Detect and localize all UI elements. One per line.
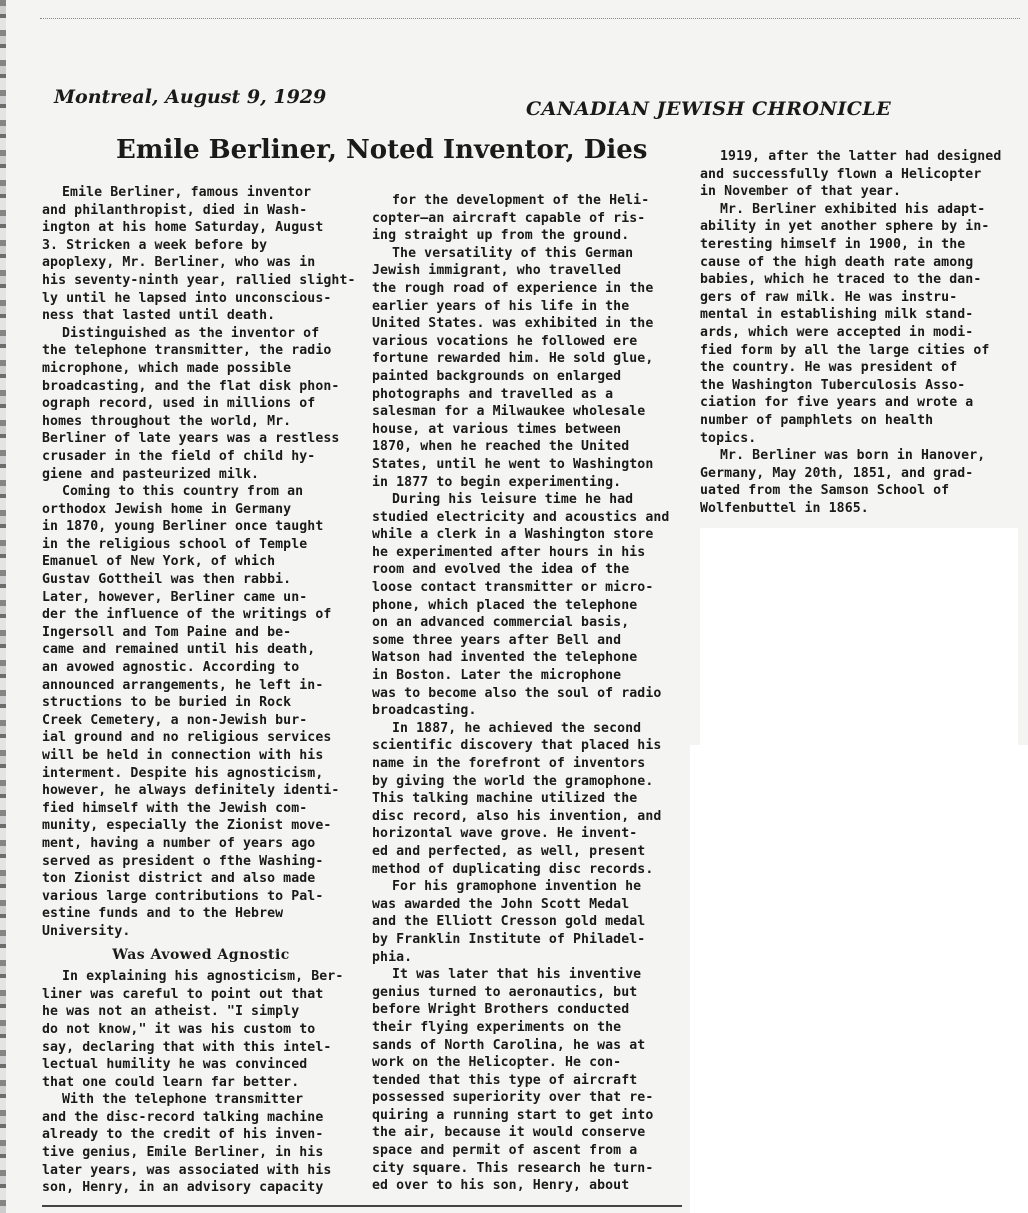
column-1-body [42, 184, 360, 941]
text-line: Mr. Berliner exhibited his adapt- [720, 201, 986, 217]
text-line: structions to be buried in Rock [42, 695, 292, 711]
text-line: house, at various times between [372, 421, 622, 437]
text-line: in the religious school of Temple [42, 536, 308, 552]
text-line: ards, which were accepted in modi- [700, 324, 974, 340]
text-line: Mr. Berliner was born in Hanover, [720, 448, 986, 464]
text-line: while a clerk in a Washington store [372, 527, 654, 543]
text-line: This talking machine utilized the [372, 791, 638, 807]
text-line: munity, especially the Zionist move- [42, 818, 332, 834]
text-line: United States. was exhibited in the [372, 316, 654, 332]
text-line: photographs and travelled as a [372, 386, 614, 402]
text-line: ness that lasted until death. [42, 308, 276, 324]
text-line: interment. Despite his agnosticism, [42, 765, 324, 781]
text-line: fied form by all the large cities of [700, 342, 990, 358]
text-line: that one could learn far better. [42, 1074, 300, 1090]
text-line: 3. Stricken a week before by [42, 237, 268, 253]
text-line: During his leisure time he had [392, 492, 634, 508]
text-line: ograph record, used in millions of [42, 396, 316, 412]
text-line: broadcasting. [372, 703, 477, 719]
paragraph [700, 201, 1018, 447]
text-line: gers of raw milk. He was instru- [700, 289, 958, 305]
text-line: topics. [700, 430, 757, 446]
paragraph [372, 966, 690, 1195]
text-line: work on the Helicopter. He con- [372, 1055, 622, 1071]
text-line: already to the credit of his inven- [42, 1127, 324, 1143]
text-line: mental in establishing milk stand- [700, 307, 974, 323]
text-line: later years, was associated with his [42, 1162, 332, 1178]
text-line: sands of North Carolina, he was at [372, 1037, 646, 1053]
text-line: loose contact transmitter or micro- [372, 580, 654, 596]
text-line: uated from the Samson School of [700, 483, 950, 499]
text-line: on an advanced commercial basis, [372, 615, 630, 631]
text-line: salesman for a Milwaukee wholesale [372, 404, 646, 420]
text-line: In 1887, he achieved the second [392, 720, 642, 736]
text-line: in Boston. Later the microphone [372, 668, 622, 684]
text-line: in 1870, young Berliner once taught [42, 519, 324, 535]
text-line: crusader in the field of child hy- [42, 448, 316, 464]
text-line: disc record, also his invention, and [372, 808, 662, 824]
text-line: microphone, which made possible [42, 360, 292, 376]
text-line: studied electricity and acoustics and [372, 509, 670, 525]
subhead: Was Avowed Agnostic [112, 946, 290, 963]
text-line: Berliner of late years was a restless [42, 431, 340, 447]
text-line: tive genius, Emile Berliner, in his [42, 1145, 324, 1161]
text-line: he experimented after hours in his [372, 544, 646, 560]
paragraph [372, 491, 690, 720]
text-line: quiring a running start to get into [372, 1107, 654, 1123]
paragraph [700, 447, 1018, 517]
text-line: his seventy-ninth year, rallied slight- [42, 272, 356, 288]
blank-area [700, 528, 1018, 745]
text-line: was awarded the John Scott Medal [372, 896, 630, 912]
text-line: and the Elliott Cresson gold medal [372, 914, 646, 930]
masthead: CANADIAN JEWISH CHRONICLE [526, 98, 892, 120]
text-line: liner was careful to point out that [42, 986, 324, 1002]
text-line: ment, having a number of years ago [42, 835, 316, 851]
text-line: broadcasting, and the flat disk phon- [42, 378, 340, 394]
column-3-body [700, 148, 1018, 517]
article-column-2 [372, 192, 690, 1195]
text-line: however, he always definitely identi- [42, 783, 340, 799]
text-line: Creek Cemetery, a non-Jewish bur- [42, 712, 308, 728]
text-line: in 1877 to begin experimenting. [372, 474, 622, 490]
text-line: various vocations he followed ere [372, 333, 638, 349]
text-line: States, until he went to Washington [372, 456, 654, 472]
blank-area-lower [690, 745, 1028, 1213]
text-line: genius turned to aeronautics, but [372, 984, 638, 1000]
text-line: With the telephone transmitter [62, 1092, 304, 1108]
text-line: University. [42, 923, 131, 939]
text-line: apoplexy, Mr. Berliner, who was in [42, 255, 316, 271]
text-line: he was not an atheist. "I simply [42, 1004, 300, 1020]
text-line: name in the forefront of inventors [372, 756, 646, 771]
text-line: ly until he lapsed into unconscious- [42, 290, 332, 306]
text-line: served as president o fthe Washing- [42, 853, 324, 869]
text-line: Wolfenbuttel in 1865. [700, 500, 869, 516]
column-1-body-after [42, 968, 360, 1197]
text-line: ability in yet another sphere by in- [700, 219, 990, 235]
text-line: ed over to his son, Henry, about [372, 1178, 630, 1194]
text-line: In explaining his agnosticism, Ber- [62, 969, 344, 985]
paragraph [372, 878, 690, 966]
top-dotted-rule [40, 18, 1020, 19]
text-line: before Wright Brothers conducted [372, 1002, 630, 1018]
paragraph [42, 483, 360, 940]
article-column-3 [700, 148, 1018, 517]
text-line: cause of the high death rate among [700, 254, 974, 270]
text-line: announced arrangements, he left in- [42, 677, 324, 693]
text-line: 1870, when he reached the United [372, 439, 630, 455]
article-headline: Emile Berliner, Noted Inventor, Dies [116, 135, 648, 165]
scan-edge-artifact [0, 0, 6, 1213]
text-line: method of duplicating disc records. [372, 861, 654, 877]
bottom-rule [42, 1205, 682, 1207]
paragraph [42, 1091, 360, 1197]
text-line: will be held in connection with his [42, 748, 324, 763]
text-line: city square. This research he turn- [372, 1160, 654, 1176]
text-line: estine funds and to the Hebrew [42, 906, 284, 922]
text-line: the rough road of experience in the [372, 280, 654, 296]
text-line: number of pamphlets on health [700, 412, 934, 428]
text-line: ial ground and no religious services [42, 730, 332, 746]
text-line: the air, because it would conserve [372, 1125, 646, 1141]
text-line: the Washington Tuberculosis Asso- [700, 377, 966, 393]
text-line: ciation for five years and wrote a [700, 395, 974, 411]
text-line: some three years after Bell and [372, 632, 622, 648]
text-line: lectual humility he was convinced [42, 1057, 308, 1073]
text-line: ing straight up from the ground. [372, 228, 630, 244]
paragraph [42, 184, 360, 325]
text-line: homes throughout the world, Mr. [42, 413, 292, 429]
text-line: phone, which placed the telephone [372, 597, 638, 613]
text-line: ed and perfected, as well, present [372, 843, 646, 859]
paragraph [372, 245, 690, 491]
text-line: came and remained until his death, [42, 642, 316, 658]
text-line: Ingersoll and Tom Paine and be- [42, 624, 292, 640]
text-line: Germany, May 20th, 1851, and grad- [700, 465, 974, 481]
text-line: and successfully flown a Helicopter [700, 166, 982, 182]
text-line: For his gramophone invention he [392, 879, 642, 895]
paragraph [42, 968, 360, 1091]
column-2-body [372, 192, 690, 1195]
text-line: It was later that his inventive [392, 967, 642, 983]
text-line: was to become also the soul of radio [372, 685, 662, 701]
text-line: Coming to this country from an [62, 484, 304, 500]
text-line: fortune rewarded him. He sold glue, [372, 351, 654, 367]
text-line: giene and pasteurized milk. [42, 466, 260, 482]
text-line: say, declaring that with this intel- [42, 1039, 332, 1055]
article-column-1 [42, 184, 360, 1197]
dateline: Montreal, August 9, 1929 [54, 86, 327, 108]
text-line: horizontal wave grove. He invent- [372, 826, 638, 842]
text-line: orthodox Jewish home in Germany [42, 501, 292, 517]
text-line: Emanuel of New York, of which [42, 554, 276, 570]
text-line: and philanthropist, died in Wash- [42, 202, 308, 218]
text-line: tended that this type of aircraft [372, 1072, 638, 1088]
text-line: in November of that year. [700, 184, 901, 200]
paragraph [372, 192, 690, 245]
text-line: ington at his home Saturday, August [42, 220, 324, 236]
text-line: the telephone transmitter, the radio [42, 343, 332, 359]
text-line: room and evolved the idea of the [372, 562, 630, 578]
text-line: ton Zionist district and also made [42, 871, 316, 887]
text-line: Jewish immigrant, who travelled [372, 263, 622, 279]
text-line: earlier years of his life in the [372, 298, 630, 314]
text-line: do not know," it was his custom to [42, 1021, 316, 1037]
text-line: Emile Berliner, famous inventor [62, 185, 312, 200]
text-line: for the development of the Heli- [392, 193, 650, 208]
text-line: phia. [372, 949, 413, 965]
paragraph [372, 720, 690, 878]
text-line: Gustav Gottheil was then rabbi. [42, 572, 292, 588]
text-line: der the influence of the writings of [42, 607, 332, 623]
text-line: teresting himself in 1900, in the [700, 236, 966, 252]
paragraph [42, 325, 360, 483]
text-line: The versatility of this German [392, 245, 634, 261]
text-line: the country. He was president of [700, 360, 958, 376]
text-line: painted backgrounds on enlarged [372, 368, 622, 384]
text-line: an avowed agnostic. According to [42, 660, 300, 676]
text-line: babies, which he traced to the dan- [700, 272, 982, 288]
text-line: 1919, after the latter had designed [720, 149, 1002, 164]
text-line: Distinguished as the inventor of [62, 325, 320, 341]
text-line: Later, however, Berliner came un- [42, 589, 308, 605]
paragraph [700, 148, 1018, 201]
text-line: by giving the world the gramophone. [372, 773, 654, 789]
text-line: copter—an aircraft capable of ris- [372, 210, 646, 226]
text-line: possessed superiority over that re- [372, 1090, 654, 1106]
text-line: fied himself with the Jewish com- [42, 800, 308, 816]
text-line: their flying experiments on the [372, 1019, 622, 1035]
text-line: various large contributions to Pal- [42, 888, 324, 904]
text-line: space and permit of ascent from a [372, 1143, 638, 1159]
text-line: Watson had invented the telephone [372, 650, 638, 666]
text-line: and the disc-record talking machine [42, 1109, 324, 1125]
text-line: by Franklin Institute of Philadel- [372, 931, 646, 947]
text-line: son, Henry, in an advisory capacity [42, 1180, 324, 1196]
text-line: scientific discovery that placed his [372, 738, 662, 754]
